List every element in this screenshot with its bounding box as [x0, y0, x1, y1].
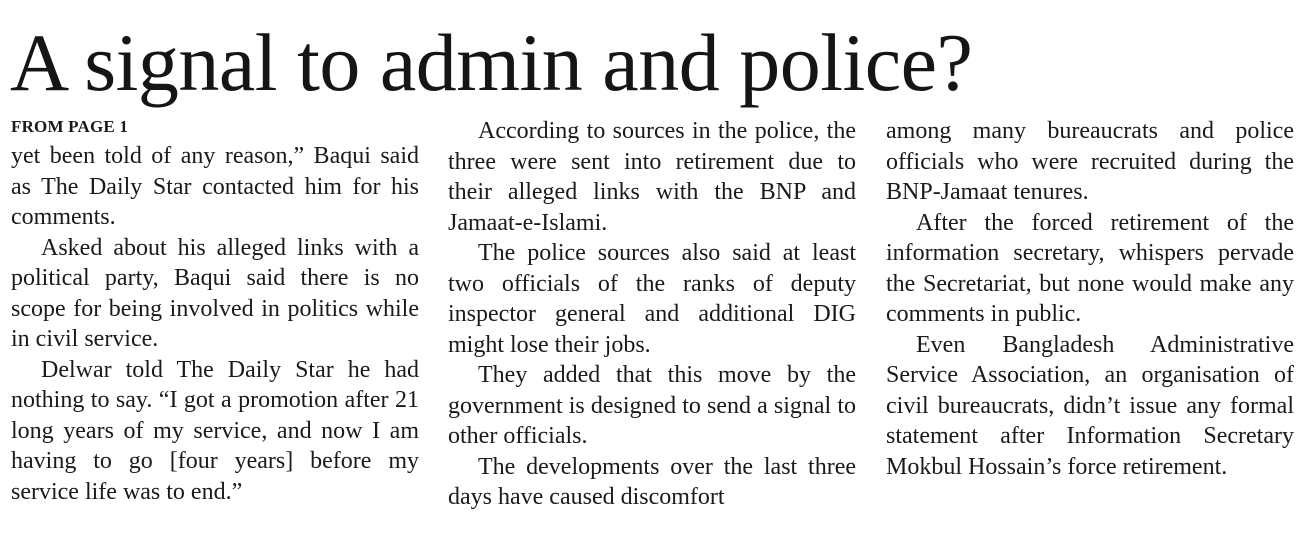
paragraph: According to sources in the police, the three were sent into retirement due to their alleged links with the BNP and Jamaat-e-Islami. — [448, 118, 856, 236]
paragraph: Even Bangladesh Administrative Service Association, an organisation of civil bureaucrats, didn’t issue any formal statement after Information Secretary Mokbul Hossain’s force retirement. — [886, 331, 1294, 480]
paragraph: The police sources also said at least two officials of the ranks of deputy inspector general and additional DIG might lose their jobs. — [448, 240, 856, 358]
article-column-3 — [886, 116, 1294, 482]
paragraph: among many bureaucrats and police officials who were recruited during the BNP-Jamaat tenures. — [886, 118, 1294, 205]
paragraph: The developments over the last three days have caused discomfort — [448, 453, 856, 510]
paragraph: They added that this move by the government is designed to send a signal to other officials. — [448, 362, 856, 449]
paragraph: After the forced retirement of the information secretary, whispers pervade the Secretariat, but none would make any comments in public. — [886, 209, 1294, 327]
paragraph: Delwar told The Daily Star he had nothing to say. “I got a promotion after 21 long years of my service, and now I am having to go [four years] before my service life was to end.” — [11, 356, 419, 505]
paragraph: Asked about his alleged links with a political party, Baqui said there is no scope for being involved in politics while in civil service. — [11, 234, 419, 352]
paragraph: yet been told of any reason,” Baqui said as The Daily Star contacted him for his comments. — [11, 143, 419, 230]
article-column-2 — [448, 116, 856, 513]
article-column-1 — [11, 141, 419, 507]
article-headline: A signal to admin and police? — [10, 17, 973, 108]
continuation-kicker: FROM PAGE 1 — [11, 117, 129, 136]
